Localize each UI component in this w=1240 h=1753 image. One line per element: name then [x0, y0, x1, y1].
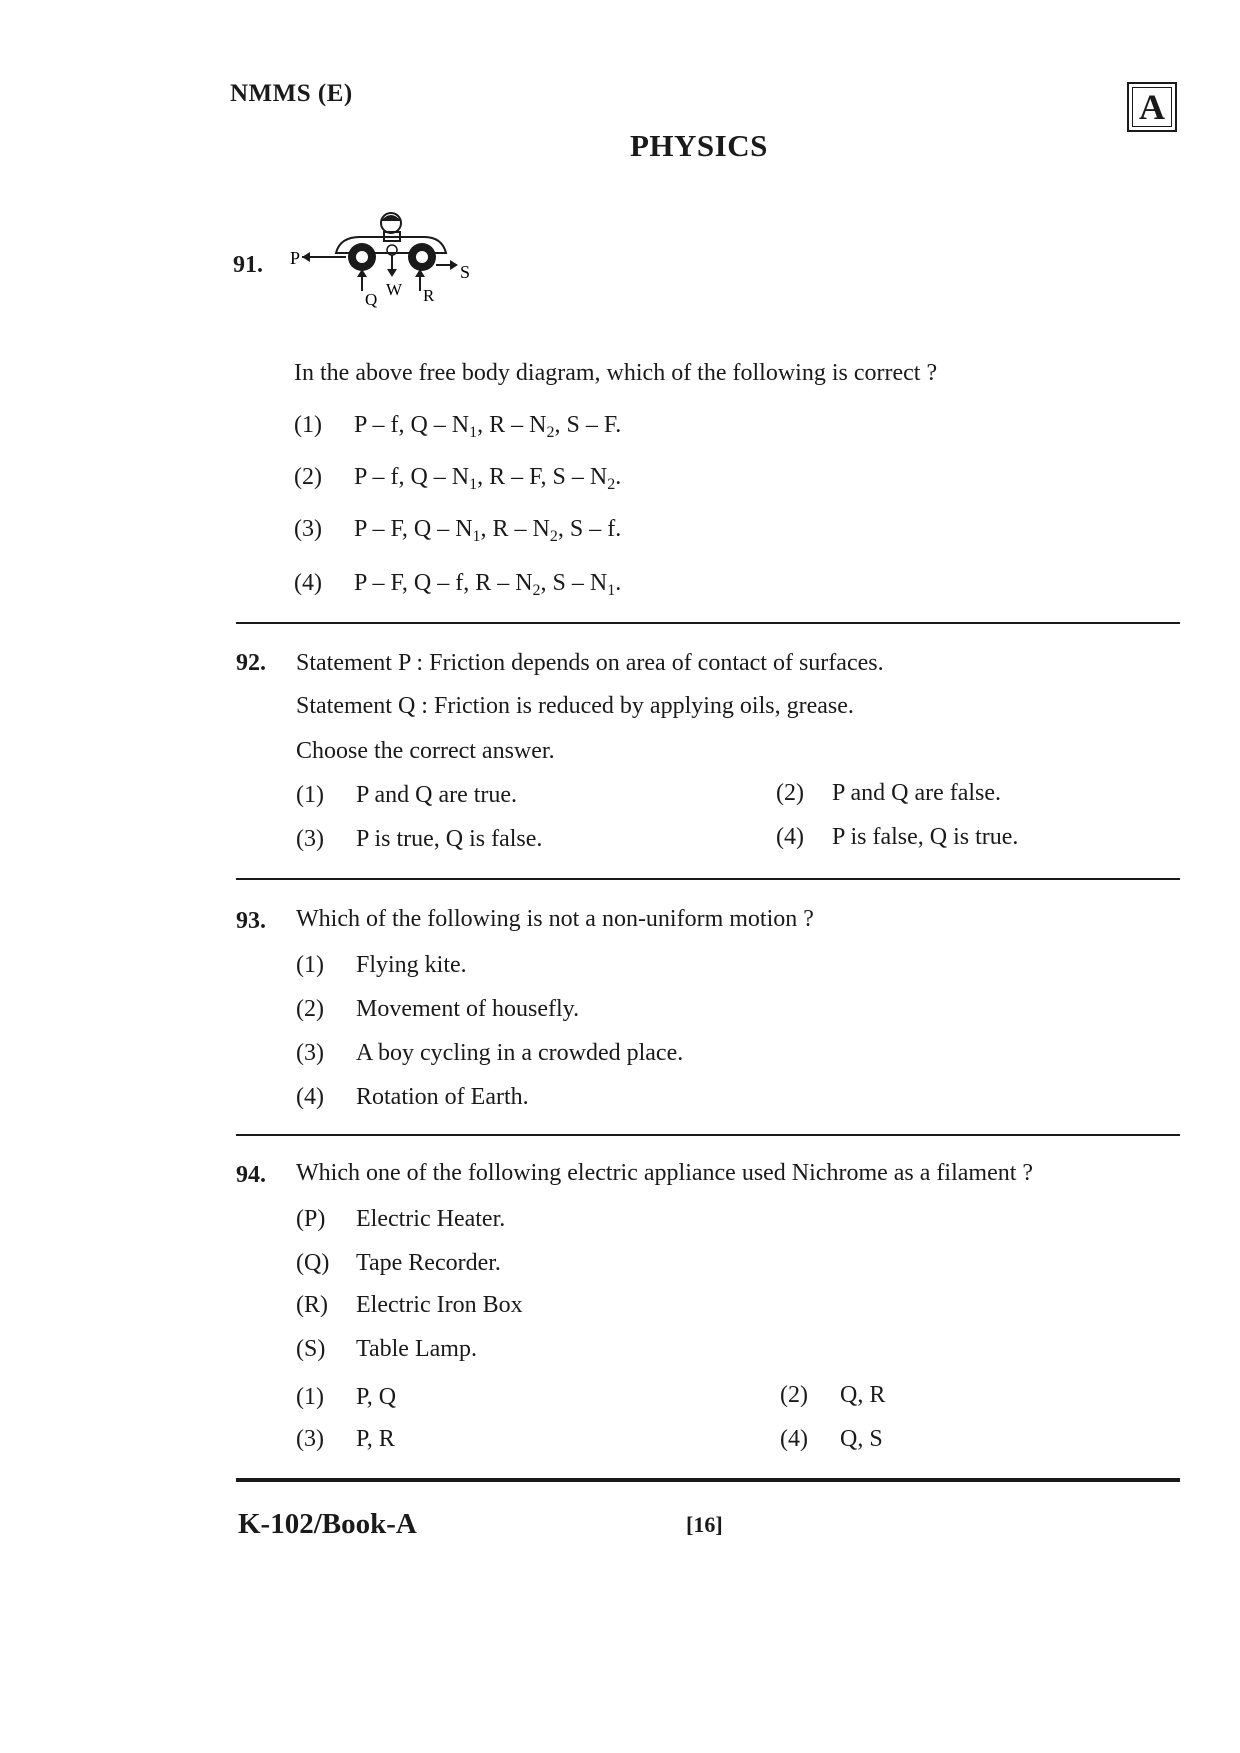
divider [236, 622, 1180, 624]
q92-option [776, 824, 1018, 851]
option-number: (4) [780, 1426, 808, 1452]
option-text: P, Q [356, 1384, 397, 1410]
option-text-b: , R – N [480, 516, 550, 542]
option-sub-a: 1 [469, 424, 478, 441]
q92-statement-q: Statement Q : Friction is reduced by applying oils, grease. [296, 693, 854, 719]
q93-option [296, 952, 467, 979]
option-text: A boy cycling in a crowded place. [356, 1040, 684, 1066]
arrow-s-head [450, 260, 458, 270]
option-number: (2) [776, 780, 804, 806]
option-sub-a: 2 [532, 582, 541, 599]
q94-text: Which one of the following electric appliance used Nichrome as a filament ? [296, 1160, 1034, 1186]
free-body-diagram [290, 205, 490, 325]
option-number: (1) [294, 412, 322, 438]
option-text-a: P – F, Q – f, R – N [354, 570, 533, 596]
option-number: (4) [294, 570, 322, 596]
option-sub-b: 2 [607, 476, 616, 493]
divider [236, 878, 1180, 880]
q91-number: 91. [233, 252, 263, 278]
item-text: Table Lamp. [356, 1336, 477, 1362]
option-number: (1) [296, 782, 324, 808]
q92-statement-p: Statement P : Friction depends on area of contact of surfaces. [296, 650, 884, 676]
option-text-a: P – F, Q – N [354, 516, 473, 542]
option-text: Flying kite. [356, 952, 467, 978]
option-text: Movement of housefly. [356, 996, 580, 1022]
option-text-b: , R – N [477, 412, 547, 438]
arrow-w-head [387, 269, 397, 277]
option-text: P and Q are false. [832, 780, 1002, 806]
option-number: (3) [296, 826, 324, 852]
option-sub-b: 1 [607, 582, 616, 599]
footer-divider [236, 1478, 1180, 1482]
option-sub-a: 1 [469, 476, 478, 493]
q93-option [296, 996, 579, 1023]
book-letter-box [1127, 82, 1177, 132]
divider [236, 1134, 1180, 1136]
option-number: (1) [296, 1384, 324, 1410]
item-text: Electric Heater. [356, 1206, 506, 1232]
label-s: S [460, 262, 471, 282]
option-number: (1) [296, 952, 324, 978]
label-w: W [386, 280, 403, 299]
q94-number: 94. [236, 1162, 266, 1188]
option-text: Q, S [840, 1426, 883, 1452]
option-text: Rotation of Earth. [356, 1084, 529, 1110]
arrow-p-head [302, 252, 310, 262]
q91-option [294, 516, 621, 543]
option-text-b: , R – F, S – N [477, 464, 608, 490]
option-text-a: P – f, Q – N [354, 464, 470, 490]
q93-text: Which of the following is not a non-uniform motion ? [296, 906, 814, 932]
option-number: (3) [296, 1426, 324, 1452]
item-text: Electric Iron Box [356, 1292, 523, 1318]
option-text: Q, R [840, 1382, 886, 1408]
q93-option [296, 1084, 529, 1111]
label-r: R [423, 286, 435, 305]
q92-option [776, 780, 1001, 807]
booklet-code: K-102/Book-A [238, 1508, 417, 1540]
option-sub-b: 2 [549, 528, 558, 545]
book-letter-inner-border [1132, 87, 1172, 127]
option-text-c: , S – f. [557, 516, 622, 542]
q92-option [296, 826, 542, 853]
option-sub-b: 2 [546, 424, 555, 441]
option-text: P is false, Q is true. [832, 824, 1019, 850]
option-number: (4) [296, 1084, 324, 1110]
option-number: (2) [296, 996, 324, 1022]
q94-item [296, 1292, 523, 1319]
option-number: (2) [294, 464, 322, 490]
option-sub-a: 1 [472, 528, 481, 545]
option-text: P and Q are true. [356, 782, 518, 808]
option-number: (3) [296, 1040, 324, 1066]
option-text-b: , S – N [540, 570, 608, 596]
option-text: P is true, Q is false. [356, 826, 543, 852]
option-text: P, R [356, 1426, 395, 1452]
item-letter: (S) [296, 1336, 326, 1362]
option-number: (4) [776, 824, 804, 850]
q94-option [296, 1384, 396, 1411]
book-letter: A [1139, 87, 1165, 127]
page-number: [16] [686, 1512, 723, 1537]
q94-item [296, 1336, 477, 1363]
option-text-c: , S – F. [554, 412, 622, 438]
exam-code: NMMS (E) [230, 80, 353, 107]
q94-item [296, 1206, 505, 1233]
option-text-a: P – f, Q – N [354, 412, 470, 438]
q94-option [780, 1426, 883, 1453]
rear-wheel-hub [356, 251, 368, 263]
q91-text: In the above free body diagram, which of the following is correct ? [294, 360, 938, 386]
q94-option [296, 1426, 395, 1453]
q93-number: 93. [236, 908, 266, 934]
option-text-c: . [615, 464, 622, 490]
q92-number: 92. [236, 650, 266, 676]
label-p: P [290, 248, 301, 268]
q92-instruction: Choose the correct answer. [296, 738, 555, 764]
front-wheel-hub [416, 251, 428, 263]
q91-option [294, 412, 621, 439]
q92-option [296, 782, 517, 809]
q91-option [294, 464, 621, 491]
q94-option [780, 1382, 885, 1409]
q91-option [294, 570, 621, 597]
option-number: (3) [294, 516, 322, 542]
item-letter: (P) [296, 1206, 326, 1232]
option-number: (2) [780, 1382, 808, 1408]
label-q: Q [365, 290, 378, 309]
item-letter: (Q) [296, 1250, 330, 1276]
item-letter: (R) [296, 1292, 328, 1318]
subject-title: PHYSICS [630, 128, 768, 163]
q93-option [296, 1040, 683, 1067]
q94-item [296, 1250, 501, 1277]
item-text: Tape Recorder. [356, 1250, 501, 1276]
option-text-c: . [615, 570, 622, 596]
